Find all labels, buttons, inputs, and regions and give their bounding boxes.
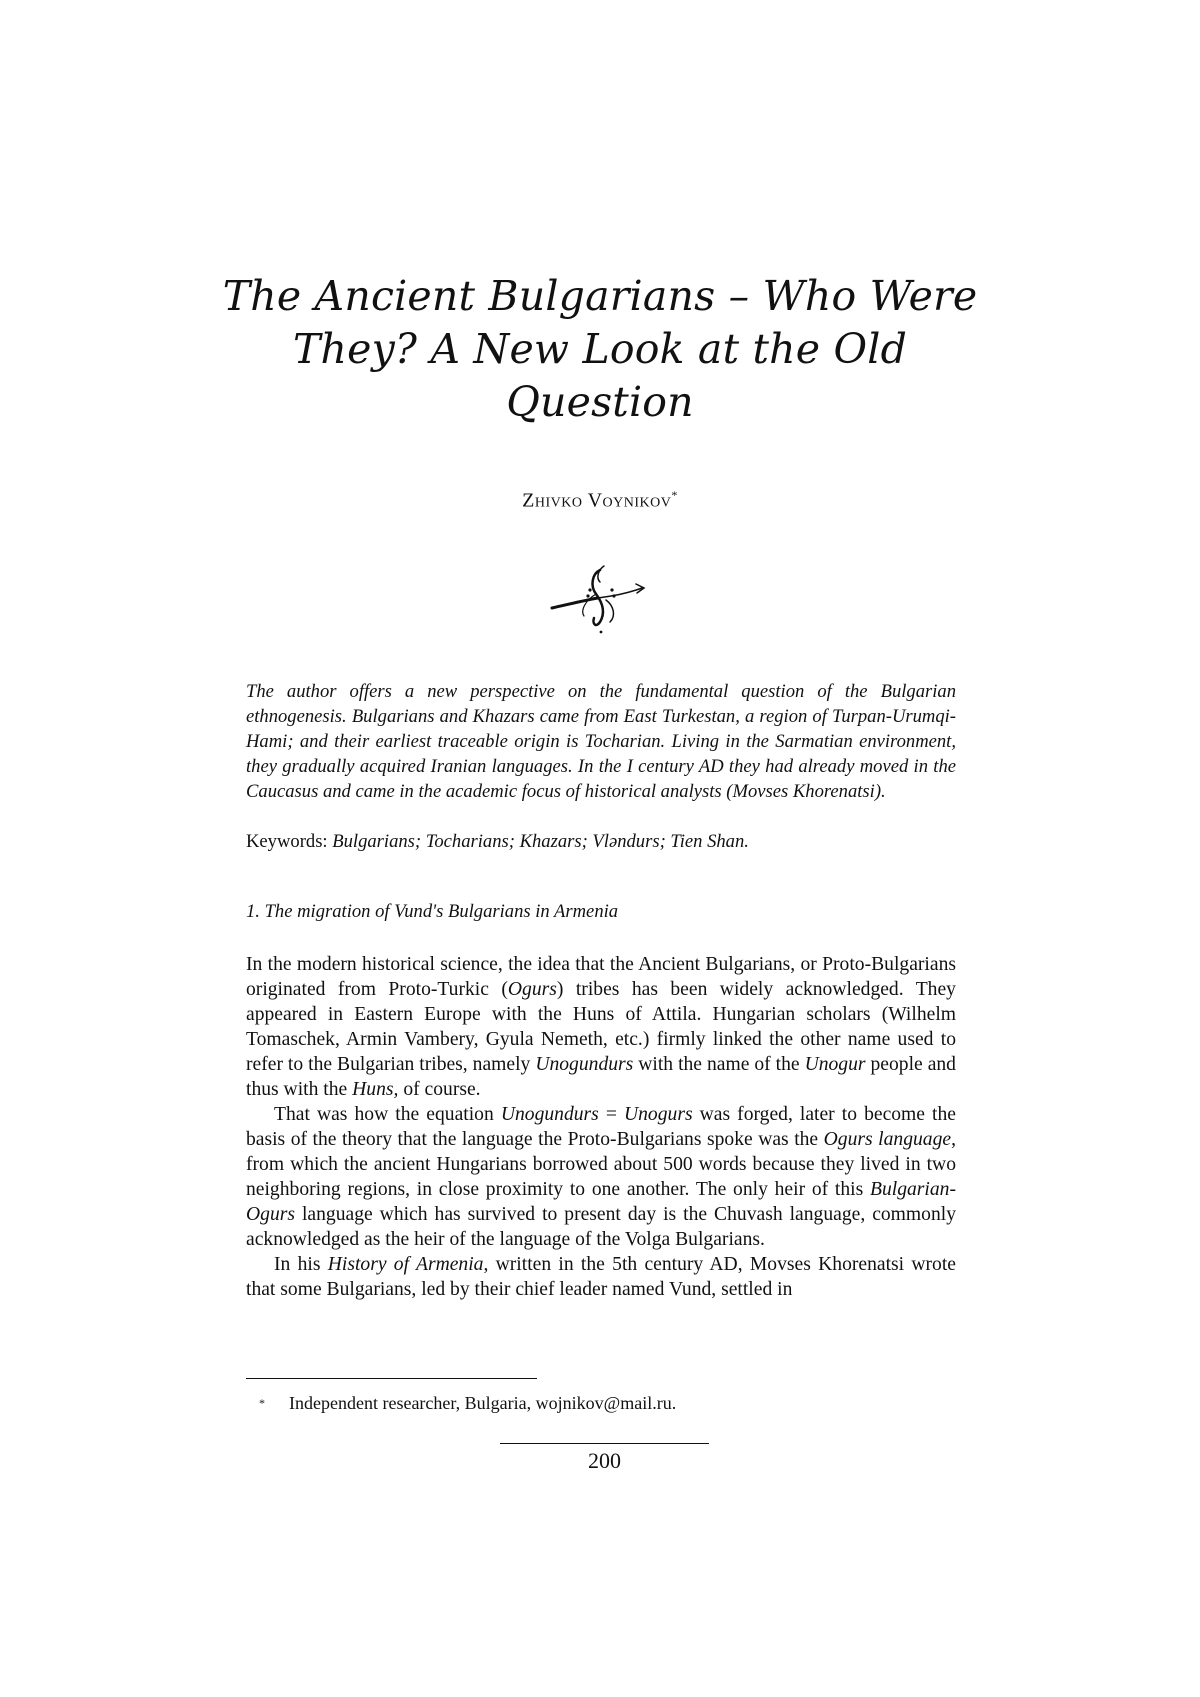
author-name: Zhivko Voynikov [522,489,672,512]
text-run: language which has survived to present day is the Chuvash language, commonly acknowledged as the heir of the language of the Volga Bulgarians. [246,1204,956,1250]
text-run: ) tribes has been widely acknowledged. They appeared in Eastern Europe with the Huns of Attila. Hungarian scholars (Wilhelm Tomaschek, Armin Vambery, Gyula Nemeth, etc.) firmly linked the other name used to refer to the Bulgarian tribes, namely [246,979,956,1075]
italic-term: Unogundurs [535,1054,634,1075]
text-run: That was how the equation [274,1104,501,1125]
text-run: In the modern historical science, the idea that the Ancient Bulgarians, or Proto-Bulgarians originated from Proto-Turkic ( [246,954,956,1000]
keywords-values: Bulgarians; Tocharians; Khazars; Vləndurs; Tien Shan. [332,831,749,852]
body-paragraph-2 [246,1102,956,1252]
body-paragraph-3 [246,1252,956,1302]
italic-term: Unogurs [623,1104,693,1125]
footnote-text: Independent researcher, Bulgaria, wojnikov@mail.ru. [289,1393,677,1413]
footnote [259,1391,959,1415]
italic-term: Bulgarian-Ogurs [246,1179,956,1225]
italic-term: Ogurs [507,979,557,1000]
article-title [200,270,1000,429]
fleuron-ornament-icon [540,560,660,640]
italic-term: Huns, [352,1079,399,1100]
author-footnote-mark: * [671,488,678,502]
text-run: of course. [398,1079,481,1100]
keywords-label: Keywords: [246,831,328,852]
title-line-3: Question [506,378,694,426]
abstract: The author offers a new perspective on the fundamental question of the Bulgarian ethnogenesis. Bulgarians and Khazars came from East Turkestan, a region of Turpan-Urumqi-Hami; and their earliest traceable origin is Tocharian. Living in the Sarmatian environment, they gradually acquired Iranian languages. In the I century AD they had already moved in the Caucasus and came in the academic focus of historical analysts (Movses Khorenatsi). [246,681,956,802]
author-byline [200,488,1000,513]
body-text [246,952,956,1302]
footnote-mark: * [259,1396,265,1410]
text-run: , written in the 5th century AD, Movses Khorenatsi wrote that some Bulgarians, led by their chief leader named Vund, settled in [246,1254,956,1300]
body-paragraph-1 [246,952,956,1102]
italic-term: Ogurs language [823,1129,952,1150]
italic-term: Unogundurs [500,1104,599,1125]
keywords-line [246,829,956,854]
footnote-rule [246,1378,537,1379]
italic-term: History of Armenia [327,1254,484,1275]
text-run: with the name of the [633,1054,805,1075]
title-line-1: The Ancient Bulgarians – Who Were [222,272,978,320]
page-number-rule [500,1443,709,1444]
section-heading: 1. The migration of Vund's Bulgarians in Armenia [246,901,619,922]
italic-term: Unogur [804,1054,866,1075]
page-number: 200 [588,1448,621,1473]
text-run: , from which the ancient Hungarians borrowed about 500 words because they lived in two neighboring regions, in close proximity to one another. The only heir of this [246,1129,956,1200]
text-run: In his [274,1254,328,1275]
text-run: was forged, later to become the basis of the theory that the language the Proto-Bulgarians spoke was the [246,1104,956,1150]
title-line-2: They? A New Look at the Old [292,325,908,373]
text-run: = [598,1104,624,1125]
text-run: people and thus with the [246,1054,956,1100]
